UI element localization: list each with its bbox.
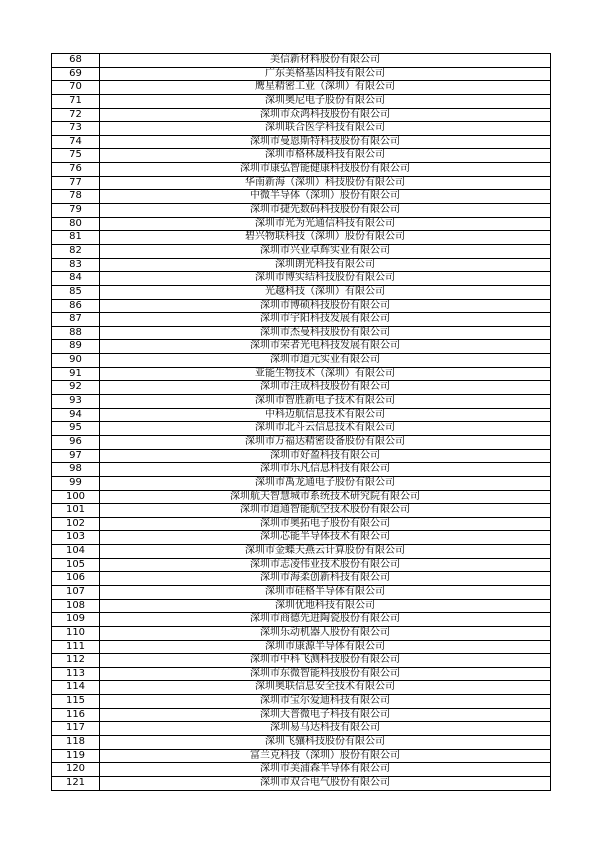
- table-row: [52, 67, 551, 81]
- row-number-cell: 98: [52, 463, 100, 477]
- row-number-cell: 91: [52, 367, 100, 381]
- table-row: [52, 599, 551, 613]
- table-row: [52, 149, 551, 163]
- row-number-cell: 68: [52, 54, 100, 68]
- row-number-cell: 110: [52, 626, 100, 640]
- row-number-cell: 88: [52, 326, 100, 340]
- row-number-cell: 74: [52, 135, 100, 149]
- table-row: [52, 504, 551, 518]
- row-number-cell: 118: [52, 736, 100, 750]
- table-row: [52, 776, 551, 790]
- row-number-cell: 79: [52, 204, 100, 218]
- table-row: [52, 654, 551, 668]
- table-row: [52, 176, 551, 190]
- company-name-cell: 深圳市格林晟科技有限公司: [100, 149, 551, 163]
- table-row: [52, 585, 551, 599]
- row-number-cell: 77: [52, 176, 100, 190]
- company-name-cell: 深圳市博实结科技股份有限公司: [100, 272, 551, 286]
- company-name-cell: 深圳市万福达精密设备股份有限公司: [100, 435, 551, 449]
- table-row: [52, 476, 551, 490]
- row-number-cell: 121: [52, 776, 100, 790]
- company-name-cell: 深圳联合医学科技有限公司: [100, 122, 551, 136]
- company-list-table: [51, 53, 551, 791]
- row-number-cell: 114: [52, 681, 100, 695]
- table-row: [52, 81, 551, 95]
- company-name-cell: 深圳市康弘智能健康科技股份有限公司: [100, 163, 551, 177]
- table-row: [52, 408, 551, 422]
- company-name-cell: 深圳市双合电气股份有限公司: [100, 776, 551, 790]
- row-number-cell: 109: [52, 613, 100, 627]
- row-number-cell: 87: [52, 313, 100, 327]
- company-name-cell: 华南新海（深圳）科技股份有限公司: [100, 176, 551, 190]
- company-name-cell: 深圳市海柔创新科技有限公司: [100, 572, 551, 586]
- table-row: [52, 708, 551, 722]
- company-name-cell: 深圳市曼恩斯特科技股份有限公司: [100, 135, 551, 149]
- company-name-cell: 深圳优地科技有限公司: [100, 599, 551, 613]
- company-name-cell: 深圳市志凌伟业技术股份有限公司: [100, 558, 551, 572]
- row-number-cell: 71: [52, 94, 100, 108]
- table-row: [52, 722, 551, 736]
- row-number-cell: 93: [52, 395, 100, 409]
- company-name-cell: 美信新材料股份有限公司: [100, 54, 551, 68]
- table-row: [52, 531, 551, 545]
- row-number-cell: 94: [52, 408, 100, 422]
- row-number-cell: 69: [52, 67, 100, 81]
- table-row: [52, 122, 551, 136]
- company-name-cell: 深圳奥尼电子股份有限公司: [100, 94, 551, 108]
- table-row: [52, 367, 551, 381]
- company-name-cell: 亚能生物技术（深圳）有限公司: [100, 367, 551, 381]
- table-row: [52, 217, 551, 231]
- row-number-cell: 73: [52, 122, 100, 136]
- table-row: [52, 108, 551, 122]
- company-name-cell: 深圳市道元实业有限公司: [100, 354, 551, 368]
- row-number-cell: 111: [52, 640, 100, 654]
- table-row: [52, 326, 551, 340]
- company-name-cell: 深圳市道通智能航空技术股份有限公司: [100, 504, 551, 518]
- company-name-cell: 碧兴物联科技（深圳）股份有限公司: [100, 231, 551, 245]
- table-row: [52, 94, 551, 108]
- row-number-cell: 89: [52, 340, 100, 354]
- row-number-cell: 70: [52, 81, 100, 95]
- company-name-cell: 深圳市金蝶天燕云计算股份有限公司: [100, 545, 551, 559]
- row-number-cell: 85: [52, 285, 100, 299]
- row-number-cell: 86: [52, 299, 100, 313]
- row-number-cell: 119: [52, 749, 100, 763]
- company-name-cell: 深圳市禹龙通电子股份有限公司: [100, 476, 551, 490]
- row-number-cell: 113: [52, 667, 100, 681]
- row-number-cell: 101: [52, 504, 100, 518]
- company-name-cell: 深圳市宝尔爱迪科技有限公司: [100, 695, 551, 709]
- table-row: [52, 667, 551, 681]
- table-row: [52, 736, 551, 750]
- company-name-cell: 深圳市东微智能科技股份有限公司: [100, 667, 551, 681]
- table-row: [52, 258, 551, 272]
- company-name-cell: 深圳市康源半导体有限公司: [100, 640, 551, 654]
- table-row: [52, 422, 551, 436]
- table-row: [52, 572, 551, 586]
- row-number-cell: 72: [52, 108, 100, 122]
- company-name-cell: 光越科技（深圳）有限公司: [100, 285, 551, 299]
- row-number-cell: 95: [52, 422, 100, 436]
- table-row: [52, 299, 551, 313]
- company-name-cell: 深圳市兴业卓辉实业有限公司: [100, 244, 551, 258]
- company-name-cell: 深圳市商德先进陶瓷股份有限公司: [100, 613, 551, 627]
- table-row: [52, 340, 551, 354]
- table-body: [52, 54, 551, 791]
- row-number-cell: 90: [52, 354, 100, 368]
- row-number-cell: 105: [52, 558, 100, 572]
- company-name-cell: 广东美格基因科技有限公司: [100, 67, 551, 81]
- row-number-cell: 81: [52, 231, 100, 245]
- table-row: [52, 285, 551, 299]
- row-number-cell: 115: [52, 695, 100, 709]
- company-name-cell: 深圳市北斗云信息技术有限公司: [100, 422, 551, 436]
- company-name-cell: 深圳市乐凡信息科技有限公司: [100, 463, 551, 477]
- row-number-cell: 80: [52, 217, 100, 231]
- document-page: [51, 53, 550, 791]
- row-number-cell: 116: [52, 708, 100, 722]
- company-name-cell: 深圳市捷先数码科技股份有限公司: [100, 204, 551, 218]
- table-row: [52, 135, 551, 149]
- table-row: [52, 558, 551, 572]
- company-name-cell: 深圳市荣者光电科技发展有限公司: [100, 340, 551, 354]
- company-name-cell: 深圳市中科飞测科技股份有限公司: [100, 654, 551, 668]
- company-name-cell: 中科迈航信息技术有限公司: [100, 408, 551, 422]
- company-name-cell: 深圳芯能半导体技术有限公司: [100, 531, 551, 545]
- table-row: [52, 435, 551, 449]
- row-number-cell: 117: [52, 722, 100, 736]
- table-row: [52, 763, 551, 777]
- company-name-cell: 深圳市美浦森半导体有限公司: [100, 763, 551, 777]
- company-name-cell: 中微半导体（深圳）股份有限公司: [100, 190, 551, 204]
- table-row: [52, 204, 551, 218]
- table-row: [52, 613, 551, 627]
- row-number-cell: 83: [52, 258, 100, 272]
- row-number-cell: 97: [52, 449, 100, 463]
- table-row: [52, 749, 551, 763]
- table-row: [52, 354, 551, 368]
- row-number-cell: 99: [52, 476, 100, 490]
- company-name-cell: 深圳市光为光通信科技有限公司: [100, 217, 551, 231]
- company-name-cell: 鹰星精密工业（深圳）有限公司: [100, 81, 551, 95]
- company-name-cell: 深圳市智胜新电子技术有限公司: [100, 395, 551, 409]
- company-name-cell: 深圳航天智慧城市系统技术研究院有限公司: [100, 490, 551, 504]
- table-row: [52, 313, 551, 327]
- table-row: [52, 272, 551, 286]
- row-number-cell: 108: [52, 599, 100, 613]
- company-name-cell: 深圳乐动机器人股份有限公司: [100, 626, 551, 640]
- company-name-cell: 深圳市宇阳科技发展有限公司: [100, 313, 551, 327]
- row-number-cell: 103: [52, 531, 100, 545]
- table-row: [52, 490, 551, 504]
- row-number-cell: 100: [52, 490, 100, 504]
- company-name-cell: 深圳市众鸿科技股份有限公司: [100, 108, 551, 122]
- company-name-cell: 富兰克科技（深圳）股份有限公司: [100, 749, 551, 763]
- table-row: [52, 395, 551, 409]
- company-name-cell: 深圳飞骧科技股份有限公司: [100, 736, 551, 750]
- table-row: [52, 381, 551, 395]
- row-number-cell: 75: [52, 149, 100, 163]
- company-name-cell: 深圳市杰曼科技股份有限公司: [100, 326, 551, 340]
- row-number-cell: 112: [52, 654, 100, 668]
- company-name-cell: 深圳市好盈科技有限公司: [100, 449, 551, 463]
- company-name-cell: 深圳大普微电子科技有限公司: [100, 708, 551, 722]
- company-name-cell: 深圳易马达科技有限公司: [100, 722, 551, 736]
- row-number-cell: 104: [52, 545, 100, 559]
- row-number-cell: 107: [52, 585, 100, 599]
- table-row: [52, 449, 551, 463]
- row-number-cell: 102: [52, 517, 100, 531]
- table-row: [52, 517, 551, 531]
- company-name-cell: 深圳朗光科技有限公司: [100, 258, 551, 272]
- table-row: [52, 545, 551, 559]
- company-name-cell: 深圳市博硕科技股份有限公司: [100, 299, 551, 313]
- row-number-cell: 120: [52, 763, 100, 777]
- table-row: [52, 244, 551, 258]
- table-row: [52, 190, 551, 204]
- row-number-cell: 106: [52, 572, 100, 586]
- row-number-cell: 78: [52, 190, 100, 204]
- table-row: [52, 695, 551, 709]
- company-name-cell: 深圳市硅格半导体有限公司: [100, 585, 551, 599]
- row-number-cell: 84: [52, 272, 100, 286]
- table-row: [52, 463, 551, 477]
- row-number-cell: 96: [52, 435, 100, 449]
- company-name-cell: 深圳奥联信息安全技术有限公司: [100, 681, 551, 695]
- row-number-cell: 76: [52, 163, 100, 177]
- table-row: [52, 681, 551, 695]
- company-name-cell: 深圳市奥拓电子股份有限公司: [100, 517, 551, 531]
- table-row: [52, 54, 551, 68]
- row-number-cell: 92: [52, 381, 100, 395]
- row-number-cell: 82: [52, 244, 100, 258]
- table-row: [52, 231, 551, 245]
- table-row: [52, 640, 551, 654]
- company-name-cell: 深圳市注成科技股份有限公司: [100, 381, 551, 395]
- table-row: [52, 626, 551, 640]
- table-row: [52, 163, 551, 177]
